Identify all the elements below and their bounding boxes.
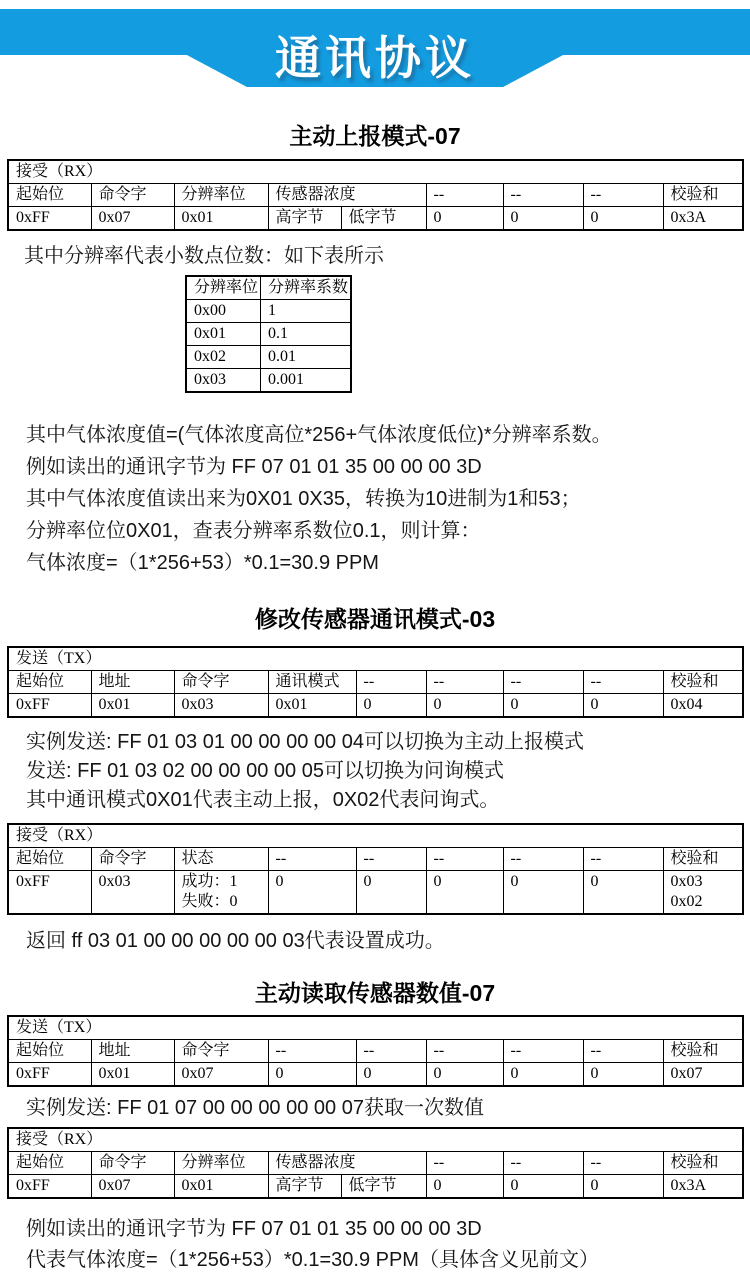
table-cell: 0x01 [174,1175,268,1199]
table-cell: 通讯模式 [268,671,356,694]
table-cell: 0xFF [8,694,91,718]
table-row [186,300,351,323]
text-line: 其中气体浓度值=(气体浓度高位*256+气体浓度低位)*分辨率系数。 [26,424,612,446]
table-cell: 分辨率位 [174,1152,268,1175]
table-cell: 起始位 [8,184,91,207]
table-cell: -- [583,848,663,871]
table-cell: 命令字 [91,184,174,207]
table-cell: 地址 [91,671,174,694]
table-cell: -- [426,1040,503,1063]
read-example-line: 实例发送: FF 01 07 00 00 00 00 00 07获取一次数值 [26,1097,484,1119]
table-cell: 接受（RX） [8,160,743,184]
table-cell: 低字节 [341,207,426,231]
table-cell: 0.1 [261,323,352,346]
table-cell: 分辨率位 [174,184,268,207]
read-paragraph [26,1214,750,1276]
text-line: 气体浓度=（1*256+53）*0.1=30.9 PPM [26,552,379,574]
tx-mode-table [7,646,744,718]
table-cell: 状态 [174,848,268,871]
table-cell: -- [503,184,583,207]
table-cell: 0 [356,694,426,718]
table-cell: 传感器浓度 [268,184,426,207]
table-cell: -- [583,1152,663,1175]
table-cell: 低字节 [341,1175,426,1199]
tx-read [7,1015,750,1087]
table-cell: 0x01 [91,1063,174,1087]
table-row [8,1175,743,1199]
table-row [8,184,743,207]
table-cell: 0x07 [91,1175,174,1199]
table-cell: -- [268,848,356,871]
table-cell: -- [503,1040,583,1063]
rx-mode [7,823,750,915]
table-cell: 0 [503,694,583,718]
table-cell: 0x07 [91,207,174,231]
table-cell: 0xFF [8,1063,91,1087]
table-cell: -- [356,1040,426,1063]
table-cell: -- [583,184,663,207]
table-cell: 发送（TX） [8,1016,743,1040]
table-cell: 0x01 [174,207,268,231]
table-row [8,871,743,915]
table-cell: 0xFF [8,207,91,231]
text-line: 发送: FF 01 03 02 00 00 00 00 05可以切换为问询模式 [26,760,504,782]
table-cell: 0 [583,207,663,231]
table-cell: 0 [583,694,663,718]
table-cell: 0 [583,1063,663,1087]
table-cell: 0x03 [174,694,268,718]
table-cell: 传感器浓度 [268,1152,426,1175]
table-cell: 0x01 [186,323,261,346]
mode-paragraph [26,728,750,815]
table-cell: 校验和 [663,1040,743,1063]
tx-read-table [7,1015,744,1087]
table-row [186,346,351,369]
table-cell: 命令字 [91,848,174,871]
table-row [8,1152,743,1175]
table-cell: 0x07 [663,1063,743,1087]
table-cell: 发送（TX） [8,647,743,671]
section-title-read-value: 主动读取传感器数值-07 [254,980,496,1006]
table-cell: 0x00 [186,300,261,323]
table-cell: 0xFF [8,871,91,915]
table-cell: -- [426,1152,503,1175]
section-title-report-mode: 主动上报模式-07 [289,123,461,149]
table-cell: 1 [261,300,352,323]
table-cell: 起始位 [8,671,91,694]
table-row [8,824,743,848]
calc-paragraph [26,419,750,579]
table-row [8,1016,743,1040]
rx-read-table [7,1127,744,1199]
rx-report-table [7,159,744,231]
table-cell: 0x03 0x02 [663,871,743,915]
table-cell: 0 [503,871,583,915]
table-cell: 0 [583,1175,663,1199]
table-cell: 校验和 [663,184,743,207]
table-row [8,207,743,231]
resolution-table [185,275,352,393]
table-cell: 0 [356,1063,426,1087]
table-cell: 0x04 [663,694,743,718]
text-line: 其中通讯模式0X01代表主动上报，0X02代表问询式。 [26,789,500,811]
text-line: 例如读出的通讯字节为 FF 07 01 01 35 00 00 00 3D [26,1218,482,1240]
table-row [186,323,351,346]
resolution-note: 其中分辨率代表小数点位数：如下表所示 [24,245,384,267]
table-cell: -- [503,848,583,871]
table-cell: 0x03 [91,871,174,915]
table-row [8,694,743,718]
table-cell: 0x03 [186,369,261,393]
table-cell: 分辨率系数 [261,276,352,300]
table-cell: 0 [426,1175,503,1199]
table-cell: 0 [503,1063,583,1087]
table-cell: 起始位 [8,1152,91,1175]
table-cell: 接受（RX） [8,1128,743,1152]
table-cell: 0.001 [261,369,352,393]
page-title: 通讯协议 [275,32,475,84]
table-row [8,1040,743,1063]
table-row [8,1128,743,1152]
resolution [185,275,750,393]
table-cell: 0 [426,207,503,231]
table-row [8,647,743,671]
text-line: 例如读出的通讯字节为 FF 07 01 01 35 00 00 00 3D [26,456,482,478]
text-line: 分辨率位位0X01，查表分辨率系数位0.1，则计算： [26,520,481,542]
table-cell: 0 [503,207,583,231]
table-cell: 0 [426,1063,503,1087]
table-cell: 命令字 [91,1152,174,1175]
table-cell: -- [426,184,503,207]
table-cell: 命令字 [174,671,268,694]
table-cell: 0 [268,871,356,915]
table-cell: 高字节 [268,207,341,231]
section-title-change-mode: 修改传感器通讯模式-03 [254,606,496,632]
rx-report [7,159,750,231]
table-cell: 0 [503,1175,583,1199]
table-cell: -- [268,1040,356,1063]
table-cell: 起始位 [8,1040,91,1063]
table-cell: 0x02 [186,346,261,369]
table-cell: 0 [583,871,663,915]
table-cell: 校验和 [663,1152,743,1175]
table-cell: -- [503,1152,583,1175]
table-cell: 校验和 [663,671,743,694]
table-cell: 校验和 [663,848,743,871]
table-cell: 高字节 [268,1175,341,1199]
table-cell: 0 [426,871,503,915]
table-cell: -- [583,671,663,694]
table-cell: 命令字 [174,1040,268,1063]
table-row [186,276,351,300]
table-cell: 0x01 [268,694,356,718]
table-cell: 0x3A [663,1175,743,1199]
table-row [186,369,351,393]
rx-read [7,1127,750,1199]
table-row [8,160,743,184]
table-cell: 0 [268,1063,356,1087]
table-cell: -- [583,1040,663,1063]
mode-result-line: 返回 ff 03 01 00 00 00 00 00 03代表设置成功。 [26,930,445,952]
table-cell: 起始位 [8,848,91,871]
table-cell: 0 [356,871,426,915]
table-row [8,848,743,871]
table-cell: 0xFF [8,1175,91,1199]
rx-mode-table [7,823,744,915]
banner [0,0,750,88]
table-cell: 0 [426,694,503,718]
text-line: 代表气体浓度=（1*256+53）*0.1=30.9 PPM（具体含义见前文） [26,1249,599,1271]
text-line: 其中气体浓度值读出来为0X01 0X35，转换为10进制为1和53； [26,488,581,510]
table-cell: -- [356,848,426,871]
table-cell: 成功：1 失败：0 [174,871,268,915]
table-cell: 0x01 [91,694,174,718]
tx-mode [7,646,750,718]
table-cell: 0.01 [261,346,352,369]
table-row [8,1063,743,1087]
text-line: 实例发送: FF 01 03 01 00 00 00 00 04可以切换为主动上报模式 [26,731,584,753]
table-cell: 地址 [91,1040,174,1063]
table-cell: 0x3A [663,207,743,231]
table-cell: -- [426,671,503,694]
table-cell: 接受（RX） [8,824,743,848]
table-row [8,671,743,694]
table-cell: 分辨率位 [186,276,261,300]
table-cell: -- [503,671,583,694]
table-cell: -- [356,671,426,694]
table-cell: -- [426,848,503,871]
table-cell: 0x07 [174,1063,268,1087]
